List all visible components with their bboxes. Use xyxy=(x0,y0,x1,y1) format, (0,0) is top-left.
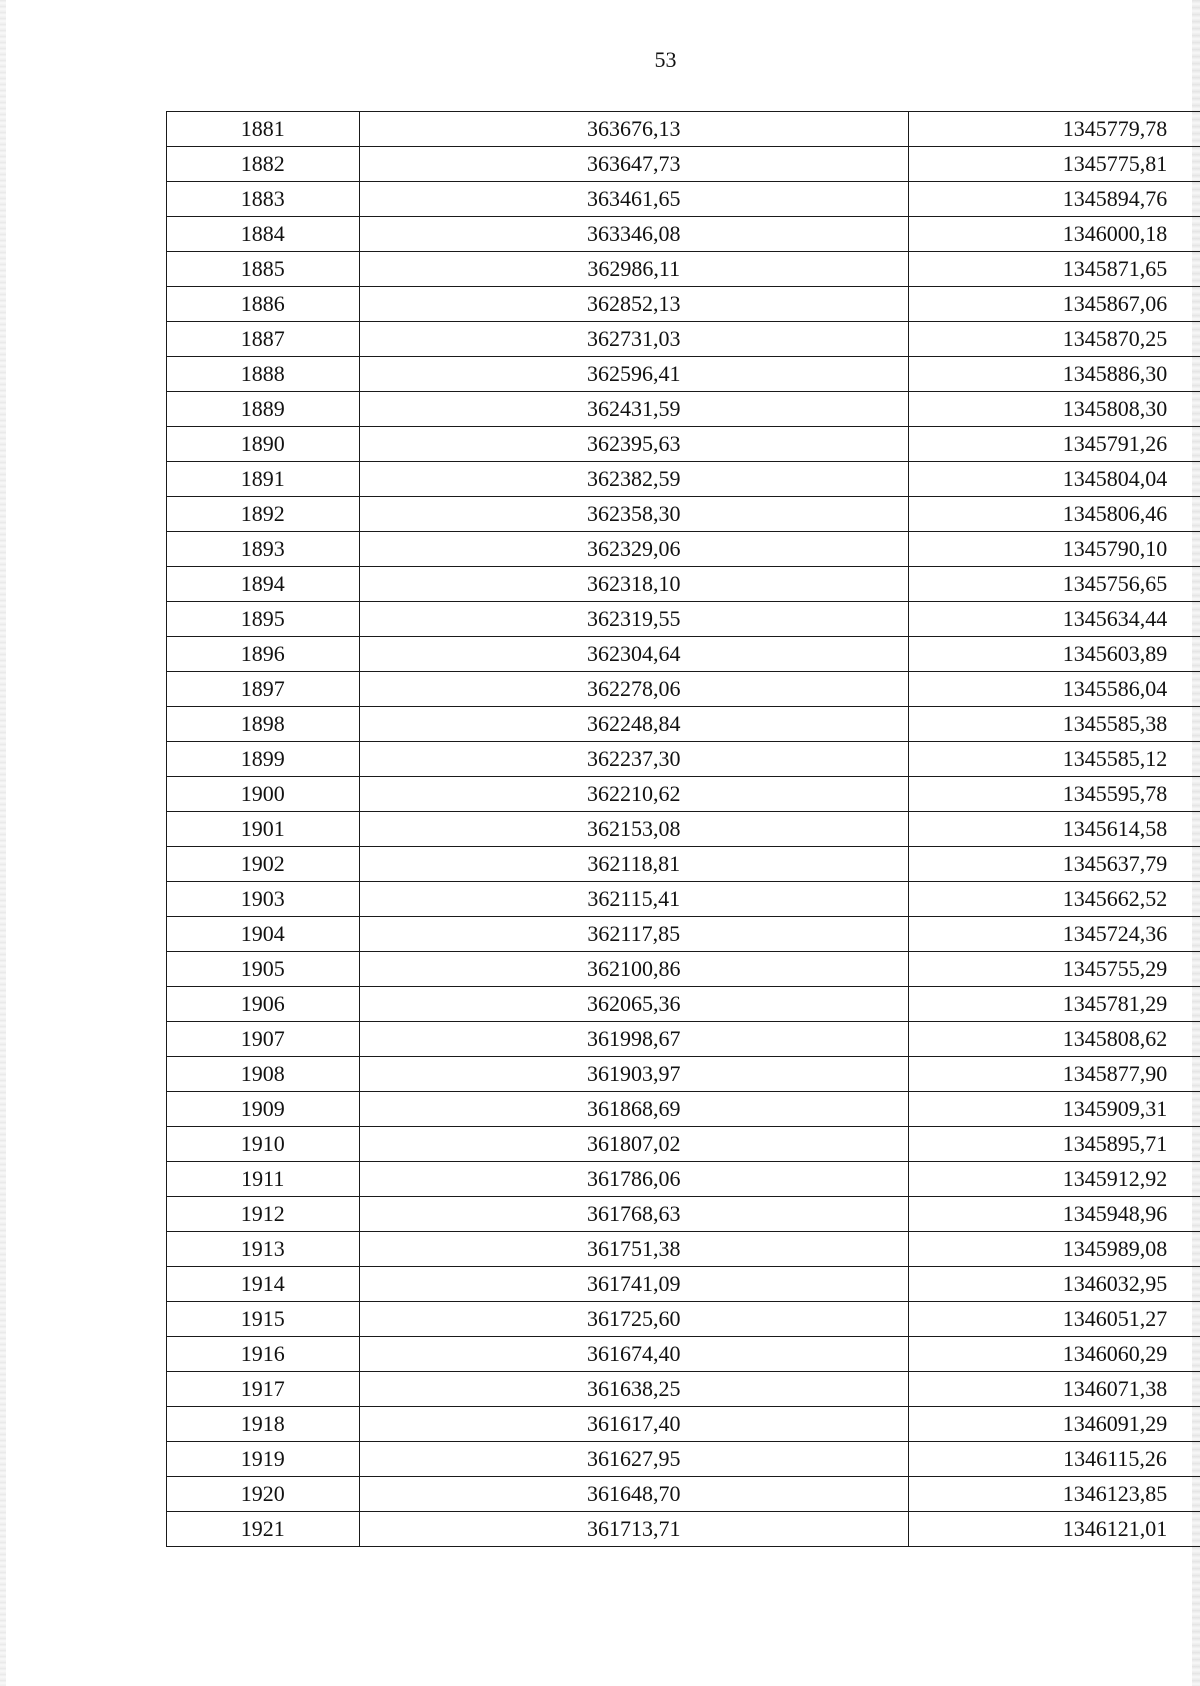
x-coordinate-cell: 361741,09 xyxy=(359,1267,909,1302)
point-number-cell: 1881 xyxy=(167,112,360,147)
y-coordinate-cell: 1345756,65 xyxy=(909,567,1200,602)
point-number-cell: 1899 xyxy=(167,742,360,777)
table-row xyxy=(167,672,1200,707)
page-number: 53 xyxy=(654,47,677,72)
x-coordinate-cell: 363676,13 xyxy=(359,112,909,147)
point-number-cell: 1905 xyxy=(167,952,360,987)
point-number-cell: 1920 xyxy=(167,1477,360,1512)
point-number-cell: 1887 xyxy=(167,322,360,357)
y-coordinate-cell: 1345894,76 xyxy=(909,182,1200,217)
table-row xyxy=(167,1092,1200,1127)
x-coordinate-cell: 362100,86 xyxy=(359,952,909,987)
y-coordinate-cell: 1345603,89 xyxy=(909,637,1200,672)
table-row xyxy=(167,182,1200,217)
table-body xyxy=(167,112,1200,1547)
table-row xyxy=(167,287,1200,322)
table-row xyxy=(167,567,1200,602)
x-coordinate-cell: 361725,60 xyxy=(359,1302,909,1337)
x-coordinate-cell: 362986,11 xyxy=(359,252,909,287)
table-row xyxy=(167,322,1200,357)
y-coordinate-cell: 1345790,10 xyxy=(909,532,1200,567)
x-coordinate-cell: 362431,59 xyxy=(359,392,909,427)
y-coordinate-cell: 1345948,96 xyxy=(909,1197,1200,1232)
table-row xyxy=(167,1302,1200,1337)
table-row xyxy=(167,392,1200,427)
table-row xyxy=(167,1477,1200,1512)
table-row xyxy=(167,812,1200,847)
point-number-cell: 1885 xyxy=(167,252,360,287)
x-coordinate-cell: 362118,81 xyxy=(359,847,909,882)
point-number-cell: 1888 xyxy=(167,357,360,392)
x-coordinate-cell: 362248,84 xyxy=(359,707,909,742)
point-number-cell: 1907 xyxy=(167,1022,360,1057)
table-row xyxy=(167,1127,1200,1162)
x-coordinate-cell: 361674,40 xyxy=(359,1337,909,1372)
point-number-cell: 1915 xyxy=(167,1302,360,1337)
x-coordinate-cell: 363461,65 xyxy=(359,182,909,217)
x-coordinate-cell: 362304,64 xyxy=(359,637,909,672)
x-coordinate-cell: 362278,06 xyxy=(359,672,909,707)
y-coordinate-cell: 1345585,38 xyxy=(909,707,1200,742)
table-row xyxy=(167,602,1200,637)
y-coordinate-cell: 1346071,38 xyxy=(909,1372,1200,1407)
table-row xyxy=(167,147,1200,182)
table-row xyxy=(167,497,1200,532)
table-row xyxy=(167,1267,1200,1302)
point-number-cell: 1896 xyxy=(167,637,360,672)
y-coordinate-cell: 1345989,08 xyxy=(909,1232,1200,1267)
x-coordinate-cell: 362210,62 xyxy=(359,777,909,812)
x-coordinate-cell: 361713,71 xyxy=(359,1512,909,1547)
y-coordinate-cell: 1345886,30 xyxy=(909,357,1200,392)
point-number-cell: 1889 xyxy=(167,392,360,427)
table-row xyxy=(167,847,1200,882)
x-coordinate-cell: 361751,38 xyxy=(359,1232,909,1267)
point-number-cell: 1904 xyxy=(167,917,360,952)
point-number-cell: 1894 xyxy=(167,567,360,602)
table-row xyxy=(167,217,1200,252)
x-coordinate-cell: 362319,55 xyxy=(359,602,909,637)
x-coordinate-cell: 361998,67 xyxy=(359,1022,909,1057)
table-row xyxy=(167,532,1200,567)
y-coordinate-cell: 1345755,29 xyxy=(909,952,1200,987)
table-row xyxy=(167,1442,1200,1477)
x-coordinate-cell: 361768,63 xyxy=(359,1197,909,1232)
point-number-cell: 1890 xyxy=(167,427,360,462)
table-row xyxy=(167,1022,1200,1057)
x-coordinate-cell: 362358,30 xyxy=(359,497,909,532)
point-number-cell: 1900 xyxy=(167,777,360,812)
x-coordinate-cell: 362318,10 xyxy=(359,567,909,602)
x-coordinate-cell: 362153,08 xyxy=(359,812,909,847)
y-coordinate-cell: 1345909,31 xyxy=(909,1092,1200,1127)
point-number-cell: 1910 xyxy=(167,1127,360,1162)
y-coordinate-cell: 1345806,46 xyxy=(909,497,1200,532)
y-coordinate-cell: 1345779,78 xyxy=(909,112,1200,147)
x-coordinate-cell: 361648,70 xyxy=(359,1477,909,1512)
point-number-cell: 1909 xyxy=(167,1092,360,1127)
table-row xyxy=(167,987,1200,1022)
y-coordinate-cell: 1345871,65 xyxy=(909,252,1200,287)
point-number-cell: 1911 xyxy=(167,1162,360,1197)
table-row xyxy=(167,707,1200,742)
x-coordinate-cell: 361627,95 xyxy=(359,1442,909,1477)
table-row xyxy=(167,1162,1200,1197)
point-number-cell: 1898 xyxy=(167,707,360,742)
table-row xyxy=(167,952,1200,987)
table-row xyxy=(167,777,1200,812)
y-coordinate-cell: 1345595,78 xyxy=(909,777,1200,812)
x-coordinate-cell: 362731,03 xyxy=(359,322,909,357)
table-row xyxy=(167,112,1200,147)
y-coordinate-cell: 1345870,25 xyxy=(909,322,1200,357)
point-number-cell: 1913 xyxy=(167,1232,360,1267)
table-row xyxy=(167,742,1200,777)
table-row xyxy=(167,1057,1200,1092)
point-number-cell: 1884 xyxy=(167,217,360,252)
table-row xyxy=(167,1232,1200,1267)
point-number-cell: 1918 xyxy=(167,1407,360,1442)
point-number-cell: 1883 xyxy=(167,182,360,217)
coordinates-table xyxy=(166,111,1200,1547)
point-number-cell: 1903 xyxy=(167,882,360,917)
table-row xyxy=(167,1407,1200,1442)
point-number-cell: 1882 xyxy=(167,147,360,182)
point-number-cell: 1919 xyxy=(167,1442,360,1477)
x-coordinate-cell: 361903,97 xyxy=(359,1057,909,1092)
x-coordinate-cell: 362382,59 xyxy=(359,462,909,497)
point-number-cell: 1908 xyxy=(167,1057,360,1092)
y-coordinate-cell: 1346121,01 xyxy=(909,1512,1200,1547)
x-coordinate-cell: 362596,41 xyxy=(359,357,909,392)
point-number-cell: 1897 xyxy=(167,672,360,707)
y-coordinate-cell: 1345724,36 xyxy=(909,917,1200,952)
x-coordinate-cell: 363346,08 xyxy=(359,217,909,252)
y-coordinate-cell: 1345804,04 xyxy=(909,462,1200,497)
point-number-cell: 1914 xyxy=(167,1267,360,1302)
table-row xyxy=(167,1512,1200,1547)
table-row xyxy=(167,357,1200,392)
x-coordinate-cell: 361638,25 xyxy=(359,1372,909,1407)
y-coordinate-cell: 1345791,26 xyxy=(909,427,1200,462)
x-coordinate-cell: 363647,73 xyxy=(359,147,909,182)
table-row xyxy=(167,1337,1200,1372)
point-number-cell: 1902 xyxy=(167,847,360,882)
x-coordinate-cell: 361617,40 xyxy=(359,1407,909,1442)
y-coordinate-cell: 1345877,90 xyxy=(909,1057,1200,1092)
point-number-cell: 1921 xyxy=(167,1512,360,1547)
y-coordinate-cell: 1346051,27 xyxy=(909,1302,1200,1337)
table-row xyxy=(167,427,1200,462)
table-row xyxy=(167,1197,1200,1232)
table-row xyxy=(167,637,1200,672)
x-coordinate-cell: 361868,69 xyxy=(359,1092,909,1127)
x-coordinate-cell: 361786,06 xyxy=(359,1162,909,1197)
y-coordinate-cell: 1345808,30 xyxy=(909,392,1200,427)
point-number-cell: 1916 xyxy=(167,1337,360,1372)
y-coordinate-cell: 1346000,18 xyxy=(909,217,1200,252)
table-row xyxy=(167,1372,1200,1407)
x-coordinate-cell: 362117,85 xyxy=(359,917,909,952)
y-coordinate-cell: 1345781,29 xyxy=(909,987,1200,1022)
y-coordinate-cell: 1345614,58 xyxy=(909,812,1200,847)
x-coordinate-cell: 362395,63 xyxy=(359,427,909,462)
y-coordinate-cell: 1345634,44 xyxy=(909,602,1200,637)
point-number-cell: 1906 xyxy=(167,987,360,1022)
y-coordinate-cell: 1346060,29 xyxy=(909,1337,1200,1372)
x-coordinate-cell: 362115,41 xyxy=(359,882,909,917)
point-number-cell: 1912 xyxy=(167,1197,360,1232)
y-coordinate-cell: 1346115,26 xyxy=(909,1442,1200,1477)
point-number-cell: 1892 xyxy=(167,497,360,532)
y-coordinate-cell: 1345867,06 xyxy=(909,287,1200,322)
point-number-cell: 1893 xyxy=(167,532,360,567)
x-coordinate-cell: 361807,02 xyxy=(359,1127,909,1162)
y-coordinate-cell: 1346123,85 xyxy=(909,1477,1200,1512)
y-coordinate-cell: 1346032,95 xyxy=(909,1267,1200,1302)
y-coordinate-cell: 1345895,71 xyxy=(909,1127,1200,1162)
point-number-cell: 1886 xyxy=(167,287,360,322)
y-coordinate-cell: 1345586,04 xyxy=(909,672,1200,707)
x-coordinate-cell: 362852,13 xyxy=(359,287,909,322)
point-number-cell: 1917 xyxy=(167,1372,360,1407)
point-number-cell: 1895 xyxy=(167,602,360,637)
x-coordinate-cell: 362329,06 xyxy=(359,532,909,567)
y-coordinate-cell: 1345808,62 xyxy=(909,1022,1200,1057)
y-coordinate-cell: 1345637,79 xyxy=(909,847,1200,882)
point-number-cell: 1901 xyxy=(167,812,360,847)
y-coordinate-cell: 1345912,92 xyxy=(909,1162,1200,1197)
x-coordinate-cell: 362065,36 xyxy=(359,987,909,1022)
y-coordinate-cell: 1346091,29 xyxy=(909,1407,1200,1442)
y-coordinate-cell: 1345775,81 xyxy=(909,147,1200,182)
y-coordinate-cell: 1345585,12 xyxy=(909,742,1200,777)
table-row xyxy=(167,882,1200,917)
x-coordinate-cell: 362237,30 xyxy=(359,742,909,777)
table-row xyxy=(167,252,1200,287)
table-row xyxy=(167,917,1200,952)
scan-edge-left xyxy=(0,0,6,1686)
table-row xyxy=(167,462,1200,497)
point-number-cell: 1891 xyxy=(167,462,360,497)
y-coordinate-cell: 1345662,52 xyxy=(909,882,1200,917)
